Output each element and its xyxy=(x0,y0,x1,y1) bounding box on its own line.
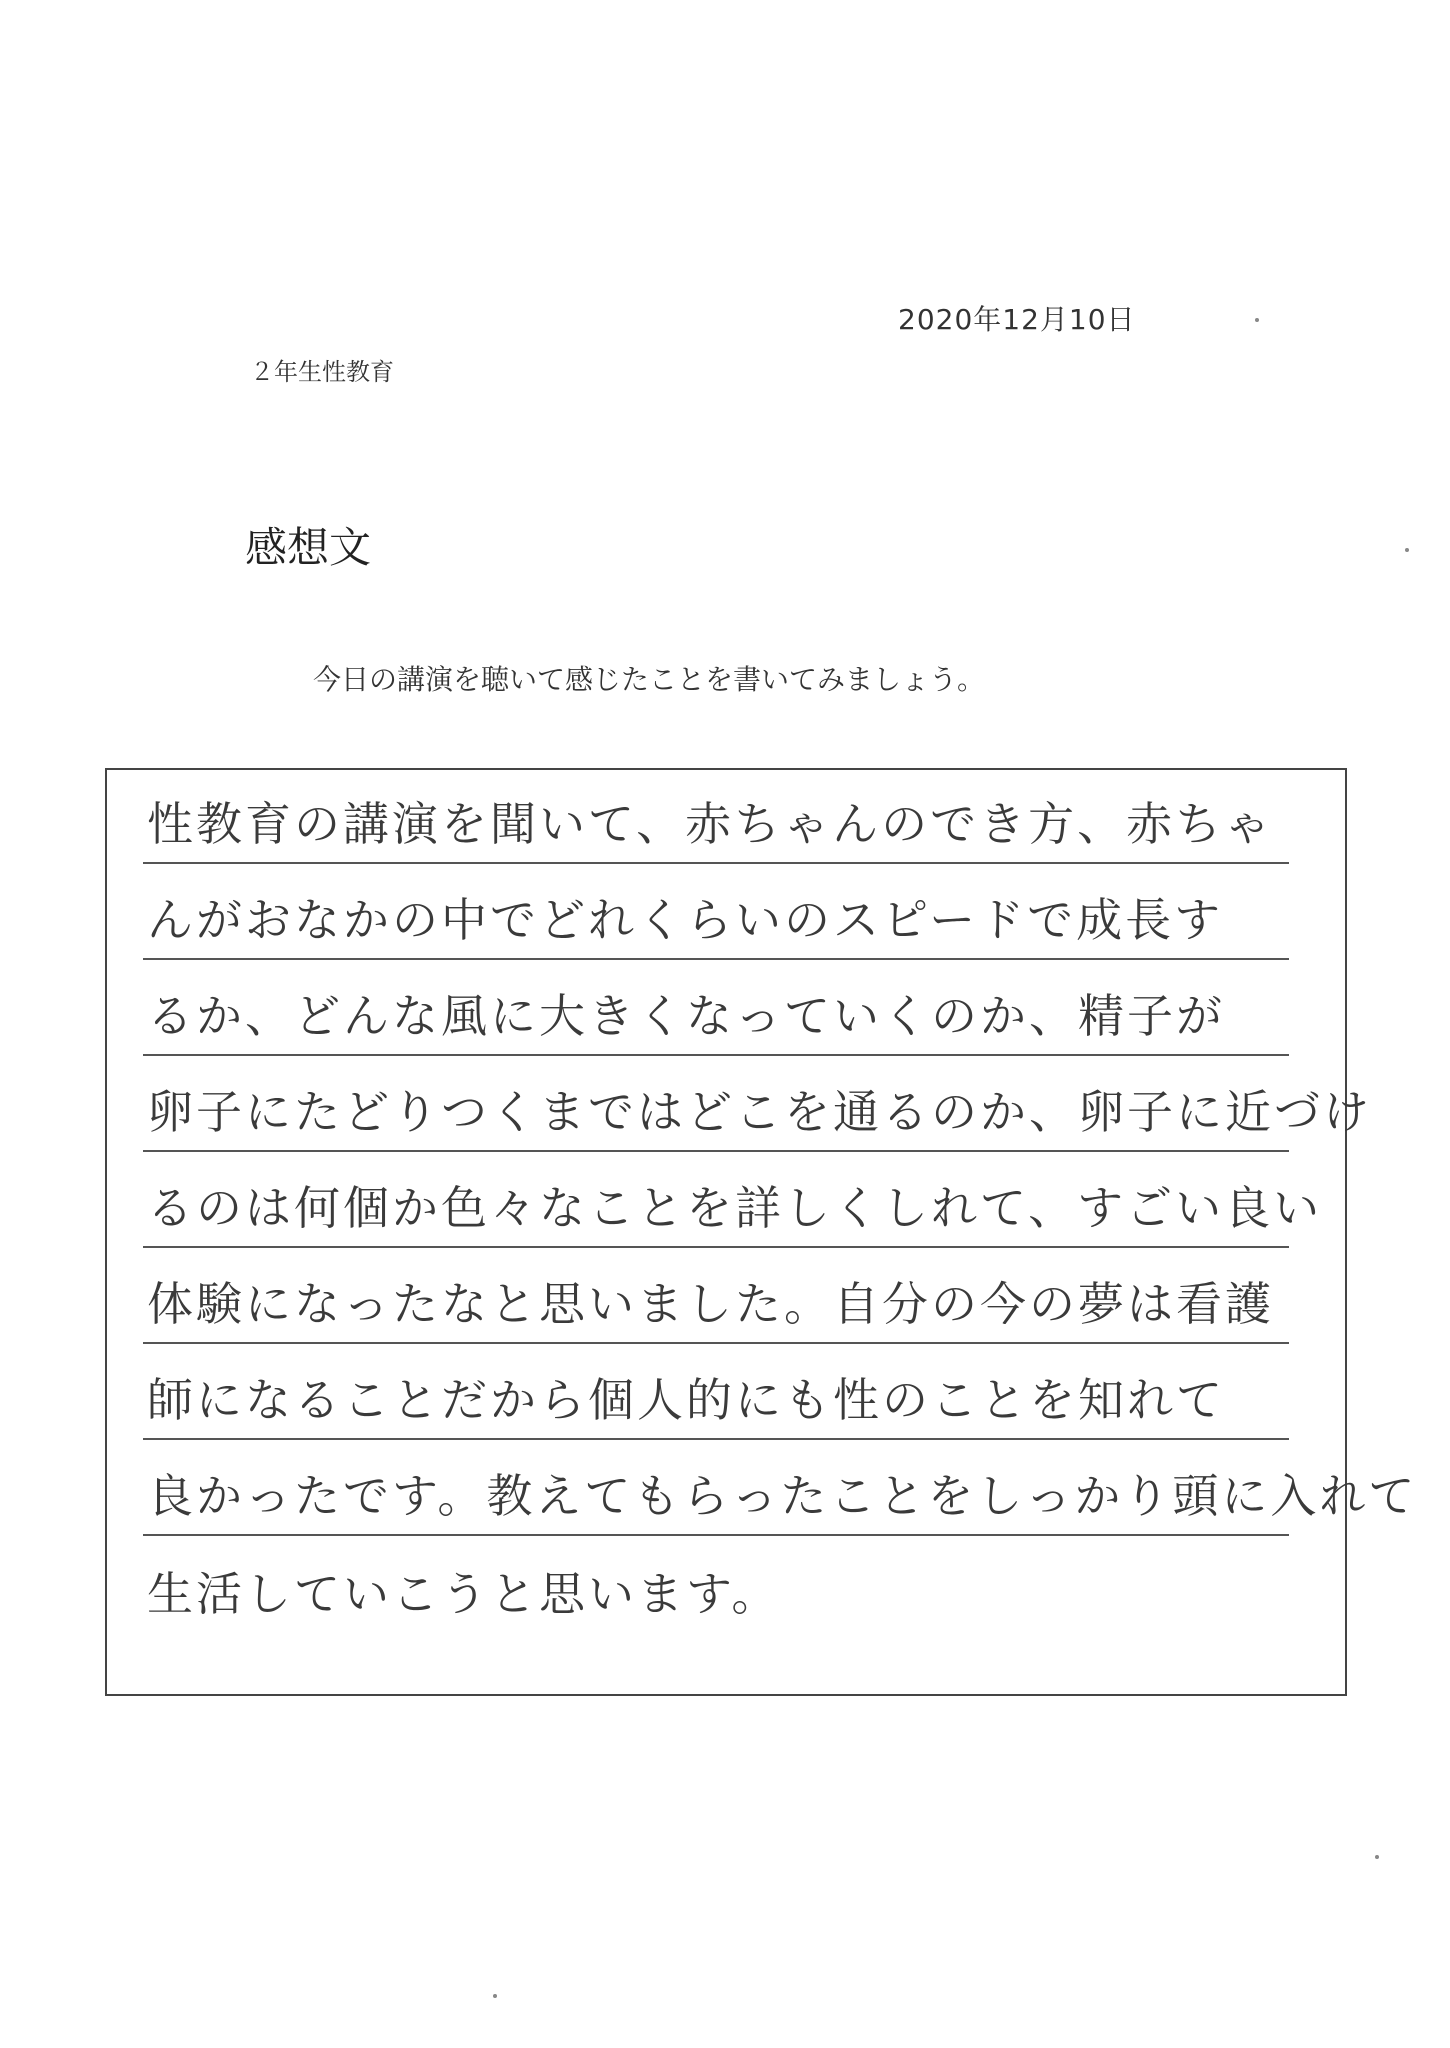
ruled-line xyxy=(143,962,1289,1056)
ruled-line xyxy=(143,770,1289,864)
scan-speck xyxy=(1375,1855,1379,1859)
scan-speck xyxy=(1405,548,1409,552)
prompt-text: 今日の講演を聴いて感じたことを書いてみましょう。 xyxy=(313,663,986,696)
ruled-line xyxy=(143,1442,1418,1536)
page-title: 感想文 xyxy=(245,523,372,572)
ruled-line xyxy=(143,1250,1289,1344)
ruled-line xyxy=(143,1154,1323,1248)
handwritten-line: 性教育の講演を聞いて、赤ちゃんのでき方、赤ちゃ xyxy=(147,797,1274,851)
handwritten-line: るか、どんな風に大きくなっていくのか、精子が xyxy=(147,989,1225,1043)
ruled-line xyxy=(143,1538,1289,1632)
course-label: ２年生性教育 xyxy=(250,358,394,386)
handwritten-line: んがおなかの中でどれくらいのスピードで成長す xyxy=(147,893,1224,947)
handwritten-line: 体験になったなと思いました。自分の今の夢は看護 xyxy=(147,1277,1274,1331)
ruled-line xyxy=(143,866,1289,960)
handwritten-line: るのは何個か色々なことを詳しくしれて、すごい良い xyxy=(147,1181,1323,1235)
ruled-line xyxy=(143,1346,1289,1440)
handwritten-line: 良かったです。教えてもらったことをしっかり頭に入れて xyxy=(147,1469,1418,1523)
ruled-line xyxy=(143,1058,1372,1152)
handwritten-line: 卵子にたどりつくまではどこを通るのか、卵子に近づけ xyxy=(147,1085,1372,1139)
handwritten-line: 生活していこうと思います。 xyxy=(147,1567,781,1621)
date-label: 2020年12月10日 xyxy=(898,303,1136,336)
scan-speck xyxy=(493,1994,497,1998)
answer-box xyxy=(105,768,1418,1696)
handwritten-line: 師になることだから個人的にも性のことを知れて xyxy=(147,1373,1225,1427)
scan-speck xyxy=(1255,318,1259,322)
